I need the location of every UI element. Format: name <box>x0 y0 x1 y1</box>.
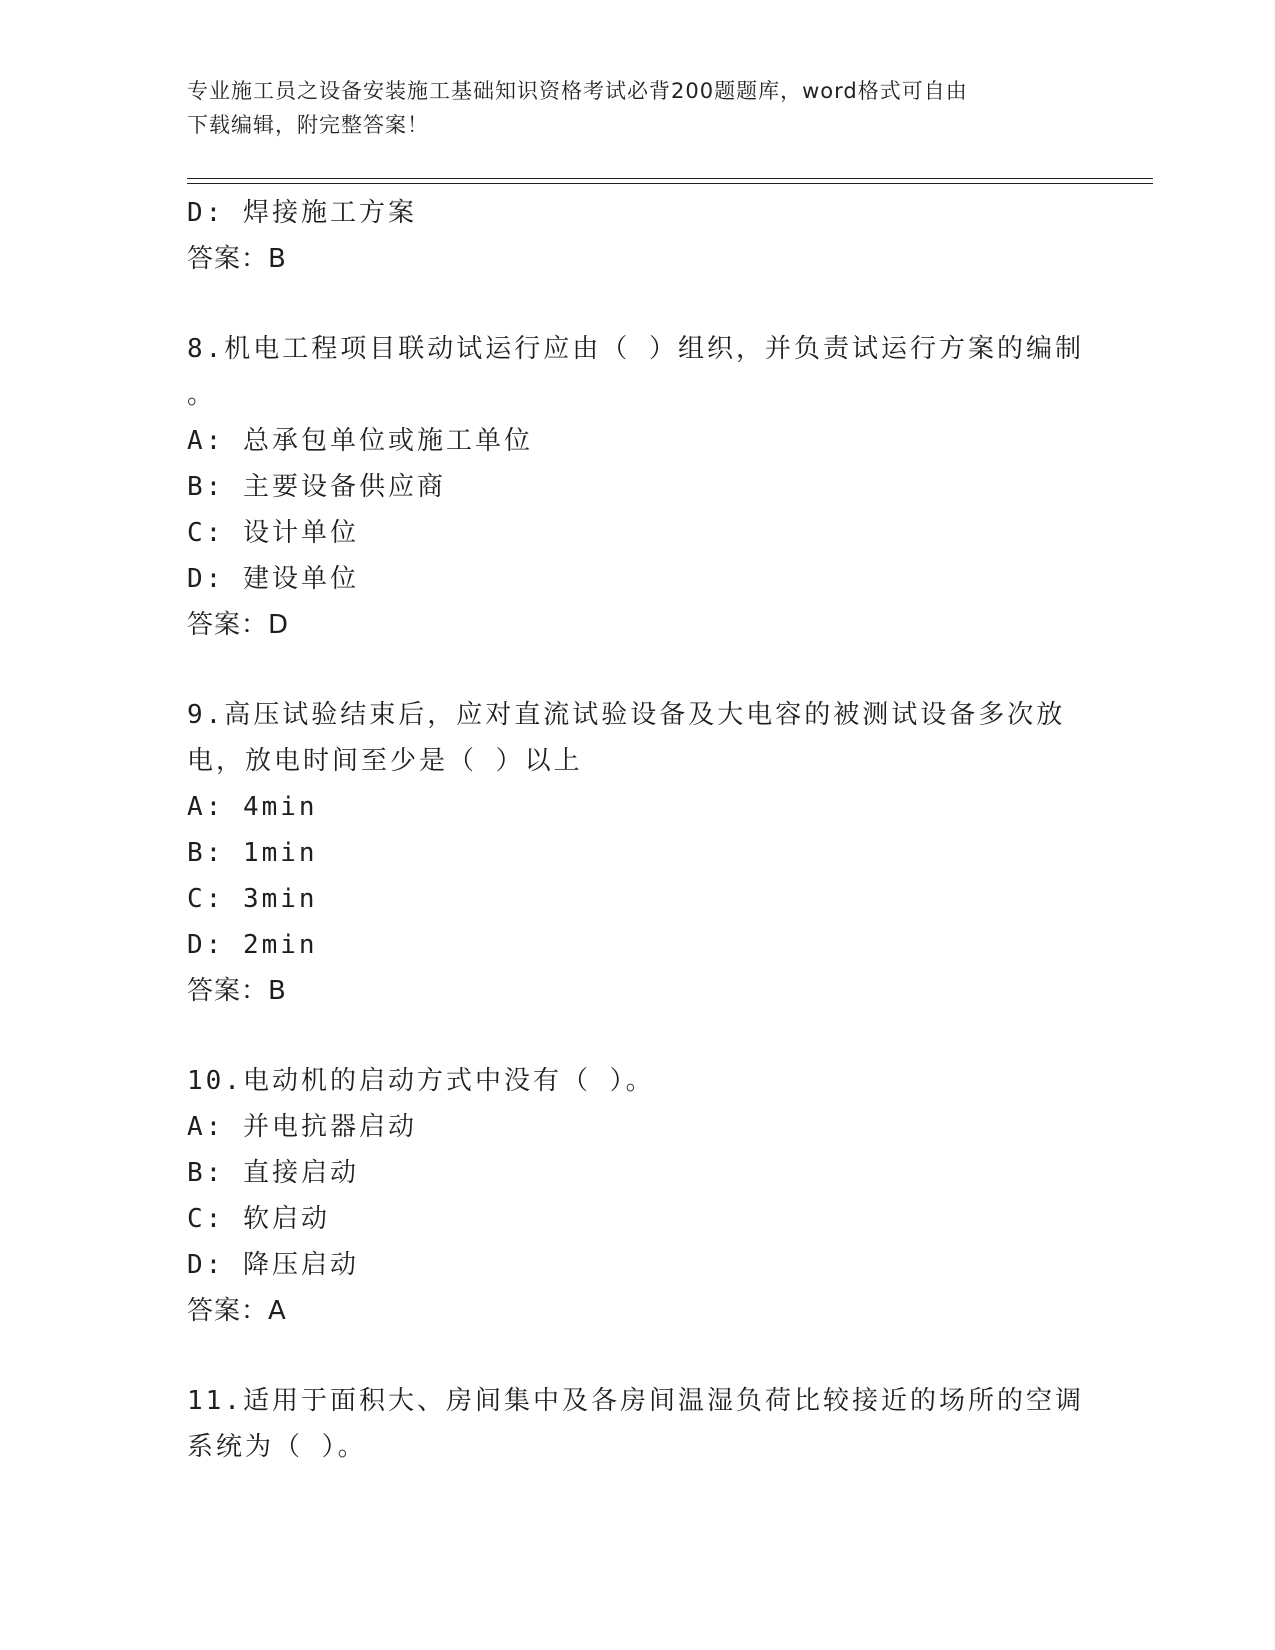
question-stem <box>187 692 1087 784</box>
option-c: C: 设计单位 <box>187 518 359 548</box>
option-b: B: 主要设备供应商 <box>187 472 446 502</box>
question-stem-line-2: 系统为（ ）。 <box>187 1432 367 1462</box>
question-stem-line-1: 9.高压试验结束后，应对直流试验设备及大电容的被测试设备多次放 <box>187 700 1066 730</box>
question-list <box>187 190 1087 1470</box>
option-d: D: 2min <box>187 930 318 960</box>
answer: 答案：B <box>187 976 287 1006</box>
option-a: A: 总承包单位或施工单位 <box>187 426 533 456</box>
header-divider-top <box>187 178 1153 179</box>
question-stem-line-1: 8.机电工程项目联动试运行应由（ ）组织，并负责试运行方案的编制 <box>187 334 1084 364</box>
answer: 答案：B <box>187 244 287 274</box>
option-d: D: 降压启动 <box>187 1250 359 1280</box>
question-stem <box>187 326 1087 418</box>
option-c: C: 3min <box>187 884 318 914</box>
question-stem-line-1: 10.电动机的启动方式中没有（ ）。 <box>187 1066 655 1096</box>
question-8 <box>187 326 1087 648</box>
question-9 <box>187 692 1087 1014</box>
question-10 <box>187 1058 1087 1334</box>
option-a: A: 4min <box>187 792 318 822</box>
answer: 答案：D <box>187 610 290 640</box>
option-c: C: 软启动 <box>187 1204 330 1234</box>
question-7-tail <box>187 190 1087 282</box>
option-b: B: 直接启动 <box>187 1158 359 1188</box>
header-title-line-2: 下载编辑，附完整答案！ <box>187 113 429 137</box>
header-divider-bottom <box>187 183 1153 184</box>
option-b: B: 1min <box>187 838 318 868</box>
question-11 <box>187 1378 1087 1470</box>
question-stem <box>187 1058 1087 1104</box>
option-d: D: 焊接施工方案 <box>187 198 417 228</box>
question-stem-line-2: 电，放电时间至少是（ ）以上 <box>187 746 583 776</box>
question-stem <box>187 1378 1087 1470</box>
answer: 答案：A <box>187 1296 287 1326</box>
question-stem-line-1: 11.适用于面积大、房间集中及各房间温湿负荷比较接近的场所的空调 <box>187 1386 1084 1416</box>
question-stem-line-2: 。 <box>187 380 217 410</box>
option-a: A: 并电抗器启动 <box>187 1112 417 1142</box>
document-header <box>187 74 1077 142</box>
option-d: D: 建设单位 <box>187 564 359 594</box>
header-title-line-1: 专业施工员之设备安装施工基础知识资格考试必背200题题库，word格式可自由 <box>187 79 968 103</box>
